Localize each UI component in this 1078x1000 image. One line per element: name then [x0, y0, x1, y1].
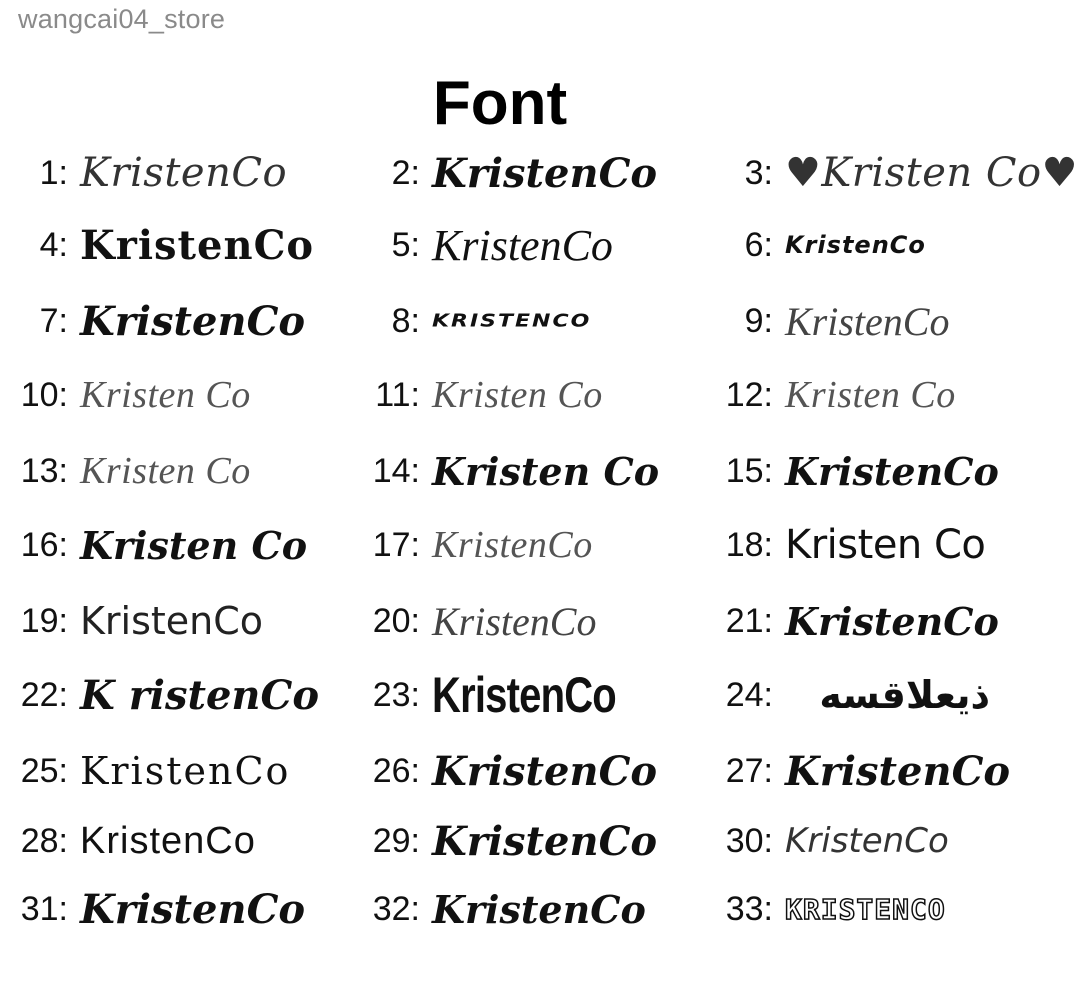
font-sample-text: KristenCo: [80, 150, 288, 196]
font-number-label: 24:: [725, 676, 773, 714]
font-number-label: 11:: [375, 376, 420, 414]
font-row: [0, 874, 1000, 944]
font-number-label: 9:: [744, 302, 773, 340]
font-number-label: 7:: [39, 302, 68, 340]
font-number-label: 1:: [39, 154, 68, 192]
font-number-label: 25:: [20, 752, 68, 790]
font-sample-text: KristenCo: [432, 817, 658, 865]
font-sample-text: KristenCo: [432, 598, 597, 644]
font-row: [0, 436, 1000, 506]
font-number-label: 15:: [725, 452, 773, 490]
font-sample-text: KRISTENCO: [432, 311, 592, 331]
font-number-label: 29:: [372, 822, 420, 860]
font-sample-text: KRISTENCO: [785, 892, 946, 926]
font-sample-text: Kristen Co: [785, 522, 986, 568]
font-sample-text: KristenCo: [785, 598, 999, 644]
font-number-label: 33:: [725, 890, 773, 928]
font-row: [0, 736, 1011, 806]
font-number-label: 13:: [20, 452, 68, 490]
store-watermark: wangcai04_store: [18, 4, 226, 34]
font-number-label: 16:: [20, 526, 68, 564]
font-row: [0, 210, 1000, 280]
font-sample-text: Kristen Co: [432, 374, 603, 416]
font-number-label: 22:: [20, 676, 68, 714]
font-row: [0, 586, 1000, 656]
font-sample-text: K ristenCo: [80, 671, 320, 719]
font-number-label: 26:: [372, 752, 420, 790]
font-number-label: 10:: [20, 376, 68, 414]
page-title: Font: [432, 69, 568, 138]
font-sample-text: KristenCo: [80, 819, 256, 862]
font-sample-text: ♥Kristen Co♥: [785, 150, 1078, 196]
font-sample-text: KristenCo: [80, 885, 306, 933]
font-row: [0, 360, 1000, 430]
font-row: [0, 286, 1000, 356]
font-number-label: 12:: [725, 376, 773, 414]
font-number-label: 31:: [20, 890, 68, 928]
font-number-label: 23:: [372, 676, 420, 714]
font-sample-text: Kristen Co: [432, 448, 660, 494]
font-sample-text: Kristen Co: [80, 450, 251, 492]
font-row: [0, 660, 1000, 730]
font-row: [0, 806, 1000, 876]
font-sample-text: KristenCo: [785, 448, 999, 494]
font-number-label: 18:: [725, 526, 773, 564]
font-number-label: 3:: [744, 154, 773, 192]
font-number-label: 20:: [372, 602, 420, 640]
font-row: [0, 510, 1000, 580]
font-sample-text: KristenCo: [432, 220, 613, 270]
font-sample-text: KristenCo: [785, 821, 949, 861]
font-number-label: 28:: [20, 822, 68, 860]
font-number-label: 14:: [372, 452, 420, 490]
font-sample-text: KristenCo: [80, 221, 315, 269]
font-sample-text: ذيعلاقسه: [819, 673, 990, 717]
font-sample-text: Kristen Co: [80, 374, 251, 416]
font-sample-text: KristenCo: [785, 747, 1011, 795]
font-row: [0, 138, 1078, 208]
font-number-label: 32:: [372, 890, 420, 928]
font-number-label: 19:: [20, 602, 68, 640]
font-sample-text: KristenCo: [432, 667, 616, 723]
font-number-label: 4:: [39, 226, 68, 264]
font-sample-text: Kristen Co: [785, 374, 956, 416]
font-sample-text: KristenCo: [80, 297, 306, 345]
font-number-label: 6:: [744, 226, 773, 264]
font-sample-text: KristenCo: [432, 149, 658, 197]
font-sample-text: KristenCo: [785, 231, 926, 259]
font-number-label: 8:: [391, 302, 420, 340]
font-sample-text: KristenCo: [80, 599, 264, 643]
font-sample-text: KristenCo: [80, 749, 291, 793]
font-number-label: 17:: [372, 526, 420, 564]
font-sample-text: KristenCo: [785, 298, 950, 344]
font-sample-text: KristenCo: [432, 524, 593, 566]
font-sample-text: KristenCo: [432, 886, 646, 932]
font-number-label: 30:: [725, 822, 773, 860]
font-number-label: 27:: [725, 752, 773, 790]
font-number-label: 21:: [725, 602, 773, 640]
font-sample-text: KristenCo: [432, 747, 658, 795]
font-sample-text: Kristen Co: [80, 522, 308, 568]
font-number-label: 5:: [391, 226, 420, 264]
font-number-label: 2:: [391, 154, 420, 192]
